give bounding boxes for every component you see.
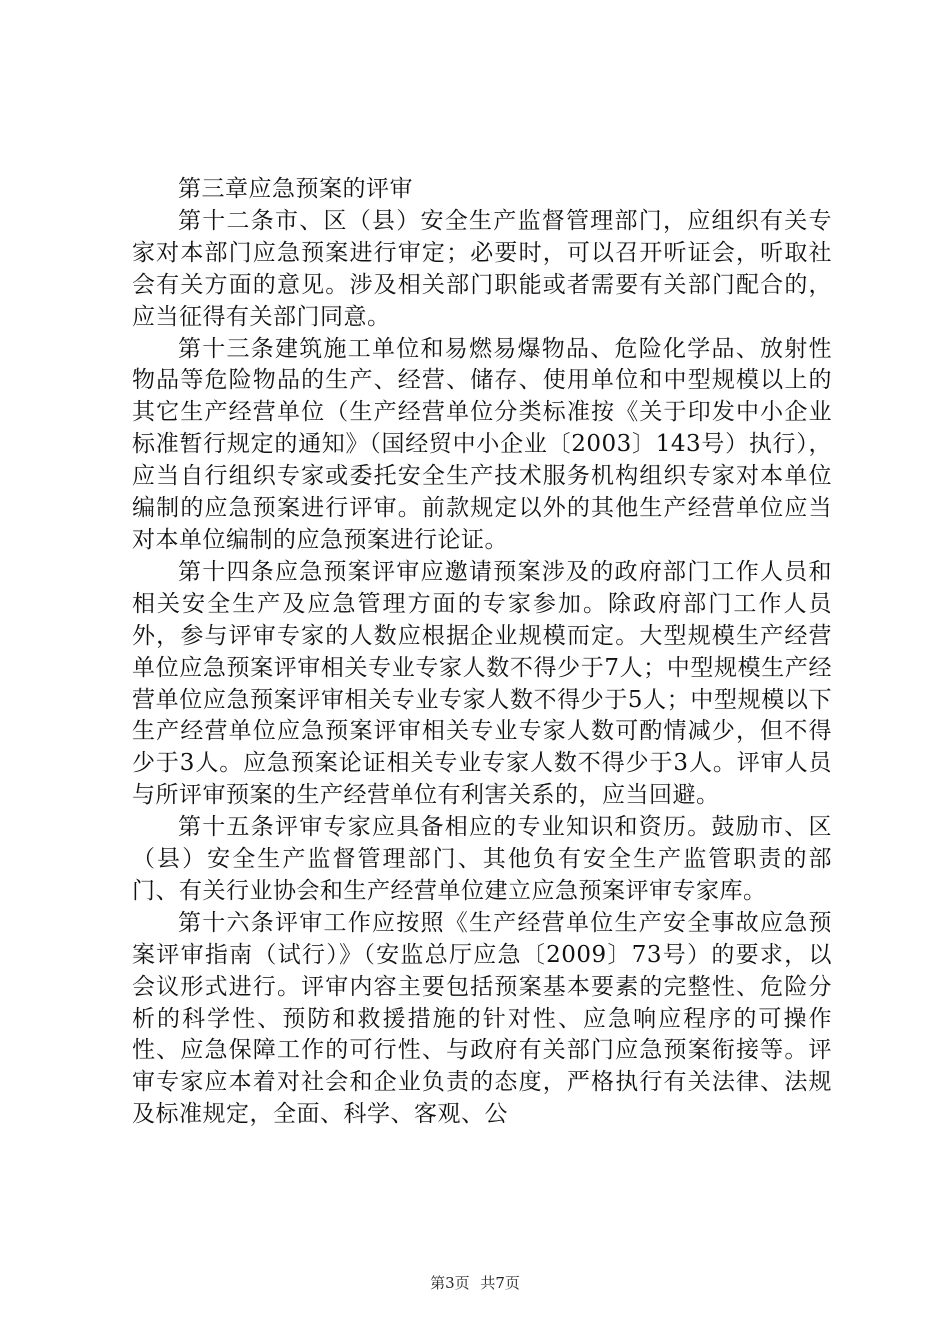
- article-13: 第十三条建筑施工单位和易燃易爆物品、危险化学品、放射性物品等危险物品的生产、经营、储存、使用单位和中型规模以上的其它生产经营单位（生产经营单位分类标准按《关于印发中小企业标准暂行规定的通知》（国经贸中小企业〔2003〕143号）执行），应当自行组织专家或委托安全生产技术服务机构组织专家对本单位编制的应急预案进行评审。前款规定以外的其他生产经营单位应当对本单位编制的应急预案进行论证。: [132, 335, 832, 553]
- chapter-heading: 第三章应急预案的评审: [178, 176, 413, 202]
- article-15: 第十五条评审专家应具备相应的专业知识和资历。鼓励市、区（县）安全生产监督管理部门、其他负有安全生产监管职责的部门、有关行业协会和生产经营单位建立应急预案评审专家库。: [132, 814, 832, 904]
- article-14: 第十四条应急预案评审应邀请预案涉及的政府部门工作人员和相关安全生产及应急管理方面的专家参加。除政府部门工作人员外，参与评审专家的人数应根据企业规模而定。大型规模生产经营单位应急预案评审相关专业专家人数不得少于7人；中型规模生产经营单位应急预案评审相关专业专家人数不得少于5人；中型规模以下生产经营单位应急预案评审相关专业专家人数可酌情减少，但不得少于3人。应急预案论证相关专业专家人数不得少于3人。评审人员与所评审预案的生产经营单位有利害关系的，应当回避。: [132, 558, 832, 809]
- document-body: [132, 174, 832, 1131]
- page-footer: [0, 1272, 950, 1293]
- page-total: 共7页: [480, 1274, 520, 1292]
- article-12: 第十二条市、区（县）安全生产监督管理部门，应组织有关专家对本部门应急预案进行审定；必要时，可以召开听证会，听取社会有关方面的意见。涉及相关部门职能或者需要有关部门配合的，应当征得有关部门同意。: [132, 207, 832, 330]
- page-number: 第3页: [430, 1274, 470, 1292]
- article-16: 第十六条评审工作应按照《生产经营单位生产安全事故应急预案评审指南（试行）》（安监总厅应急〔2009〕73号）的要求，以会议形式进行。评审内容主要包括预案基本要素的完整性、危险分析的科学性、预防和救援措施的针对性、应急响应程序的可操作性、应急保障工作的可行性、与政府有关部门应急预案衔接等。评审专家应本着对社会和企业负责的态度，严格执行有关法律、法规及标准规定，全面、科学、客观、公: [132, 909, 832, 1128]
